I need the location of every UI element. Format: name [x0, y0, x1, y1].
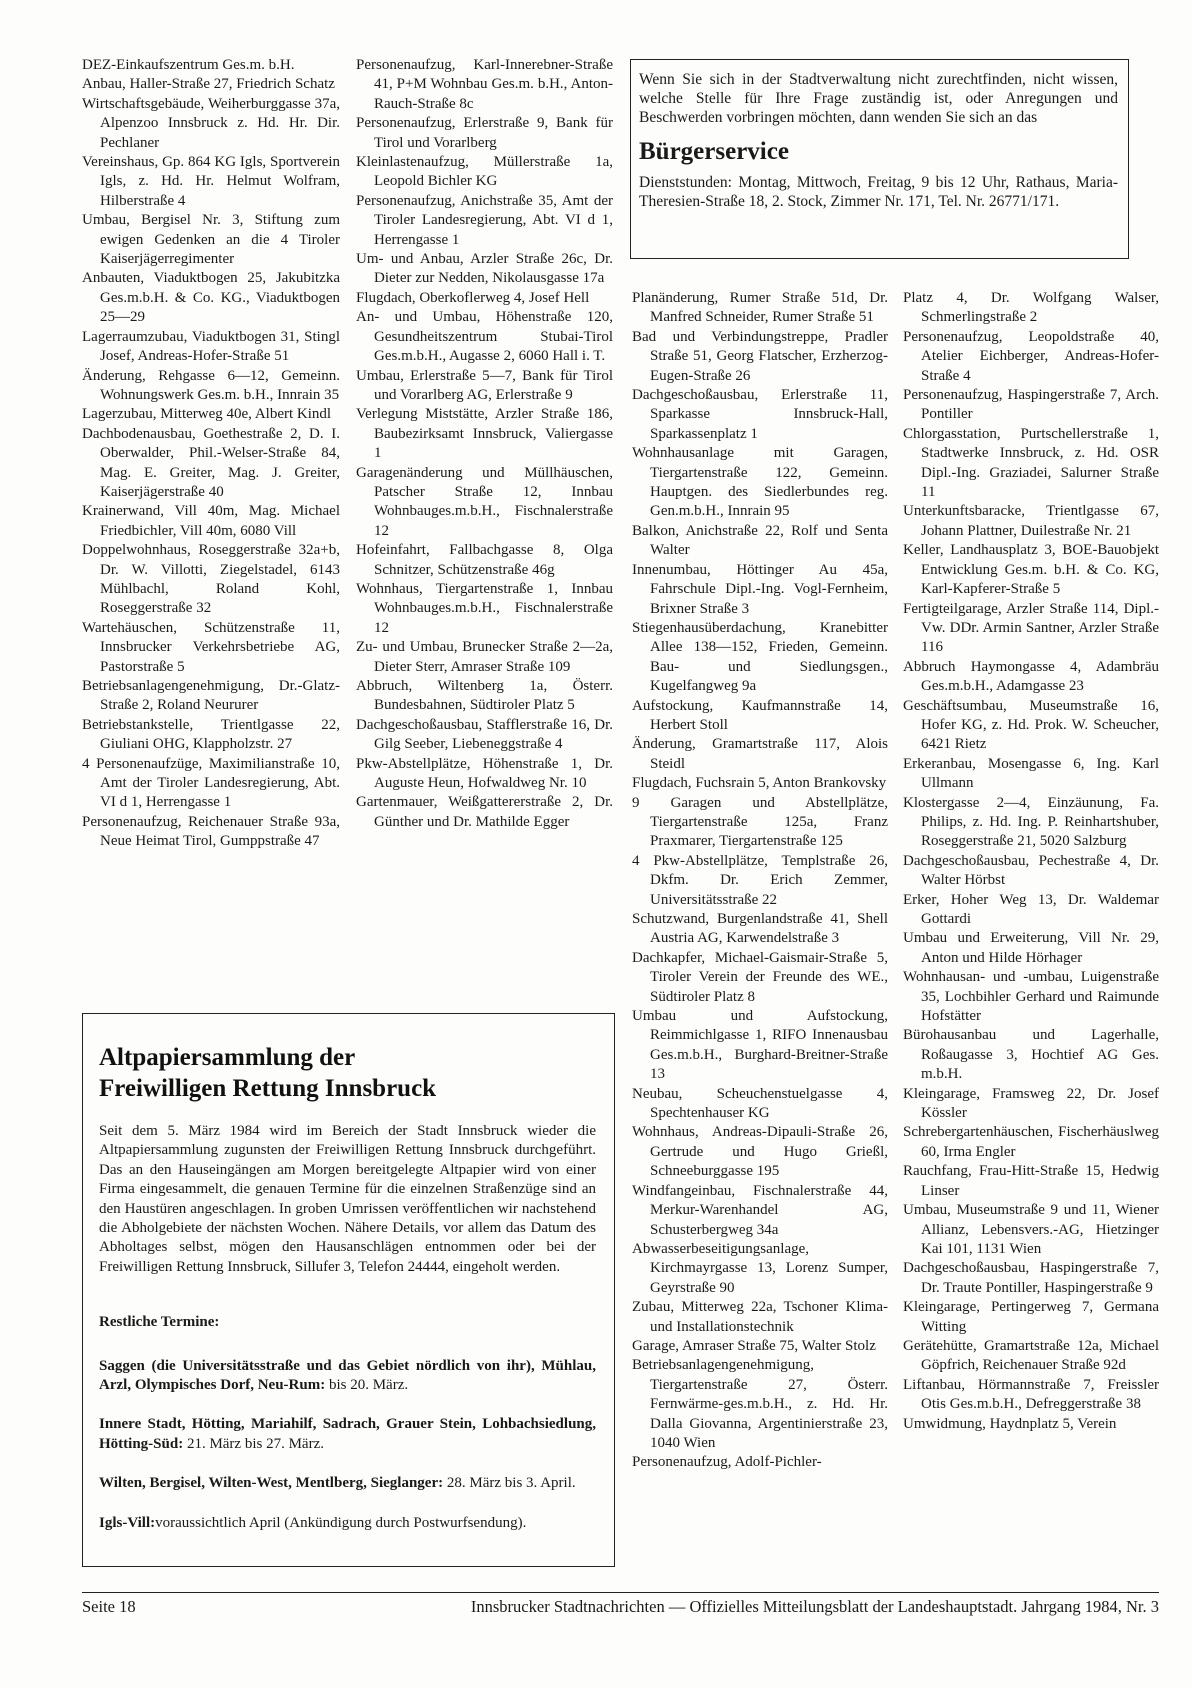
- list-item: 9 Garagen und Abstellplätze, Tiergartenstraße 125a, Franz Praxmarer, Tiergartenstraße 125: [632, 794, 888, 850]
- list-item: Änderung, Rehgasse 6—12, Gemeinn. Wohnungswerk Ges.m. b.H., Innrain 35: [82, 367, 340, 403]
- list-item: Dachgeschoßausbau, Erlerstraße 11, Sparkasse Innsbruck-Hall, Sparkassenplatz 1: [632, 387, 888, 442]
- list-item: Wartehäuschen, Schützenstraße 11, Innsbrucker Verkehrsbetriebe AG, Pastorstraße 5: [82, 619, 340, 675]
- list-item: Garage, Amraser Straße 75, Walter Stolz: [632, 1337, 876, 1354]
- list-item: Doppelwohnhaus, Roseggerstraße 32a+b, Dr. W. Villotti, Ziegelstadel, 6143 Mühlbachl, Roland Kohl, Roseggerstraße 32: [82, 542, 340, 617]
- list-item: Personenaufzug, Adolf-Pichler-: [632, 1454, 822, 1471]
- list-item: Personenaufzug, Erlerstraße 9, Bank für Tirol und Vorarlberg: [356, 115, 613, 151]
- buergerservice-title: Bürgerservice: [639, 138, 789, 165]
- list-item: Anbauten, Viaduktbogen 25, Jakubitzka Ges.m.b.H. & Co. KG., Viaduktbogen 25—29: [82, 270, 340, 326]
- list-item: Chlorgasstation, Purtschellerstraße 1, Stadtwerke Innsbruck, z. Hd. OSR Dipl.-Ing. Graziadei, Salurner Straße 11: [903, 425, 1159, 501]
- altpapier-body: Seit dem 5. März 1984 wird im Bereich der Stadt Innsbruck wieder die Altpapiersammlung zugunsten der Freiwilligen Rettung Innsbruck durchgeführt. Das an den Hauseingängen am Morgen bereitgelegte Altpapier wird von einer Firma eingesammelt, die genauen Termine für die einzelnen Straßenzüge sind an den Haustüren angeschlagen. In groben Umrissen veröffentlichen wir nachstehend die Abholgebiete der nächsten Wochen. Nähere Details, vor allem das Datum des Abholtages selbst, mögen den Hausanschlägen entnommen oder bei der Freiwilligen Rettung Innsbruck, Sillufer 3, Telefon 24444, eingeholt werden.: [99, 1123, 596, 1275]
- list-item: Personenaufzug, Haspingerstraße 7, Arch. Pontiller: [903, 387, 1159, 423]
- list-item: Betriebsanlagengenehmigung, Dr.-Glatz-Straße 2, Roland Neururer: [82, 678, 340, 714]
- list-item: Geschäftsumbau, Museumstraße 16, Hofer KG, z. Hd. Prok. W. Scheucher, 6421 Rietz: [903, 697, 1159, 753]
- list-item: Umbau, Erlerstraße 5—7, Bank für Tirol und Vorarlberg AG, Erlerstraße 9: [356, 367, 613, 403]
- list-item: Wohnhausanlage mit Garagen, Tiergartenstraße 122, Gemeinn. Hauptgen. des Siedlerbundes reg. Gen.m.b.H., Innrain 95: [632, 445, 888, 520]
- list-item: Liftanbau, Hörmannstraße 7, Freissler Otis Ges.m.b.H., Defreggerstraße 38: [903, 1376, 1159, 1413]
- list-item: Personenaufzug, Reichenauer Straße 93a, Neue Heimat Tirol, Gumppstraße 47: [82, 813, 340, 850]
- list-item: Vereinshaus, Gp. 864 KG Igls, Sportverein Igls, z. Hd. Hr. Helmut Wolfram, Hilberstraße 4: [82, 154, 340, 209]
- column-2: [356, 56, 613, 832]
- list-item: Betriebstankstelle, Trientlgasse 22, Giuliani OHG, Klappholzstr. 27: [82, 716, 340, 753]
- list-item: Erkeranbau, Mosengasse 6, Ing. Karl Ullmann: [903, 755, 1159, 792]
- list-item: Personenaufzug, Karl-Innerebner-Straße 41, P+M Wohnbau Ges.m. b.H., Anton-Rauch-Straße 8c: [356, 57, 613, 112]
- list-item: Schutzwand, Burgenlandstraße 41, Shell Austria AG, Karwendelstraße 3: [632, 911, 888, 947]
- list-item: Balkon, Anichstraße 22, Rolf und Senta Walter: [632, 522, 888, 559]
- list-item: Flugdach, Oberkoflerweg 4, Josef Hell: [356, 289, 590, 306]
- list-item: Umbau und Erweiterung, Vill Nr. 29, Anton und Hilde Hörhager: [903, 930, 1159, 966]
- list-item: Klostergasse 2—4, Einzäunung, Fa. Philips, z. Hd. Ing. P. Reinhartshuber, Roseggerstraße 21, 5020 Salzburg: [903, 794, 1159, 850]
- list-item: Platz 4, Dr. Wolfgang Walser, Schmerlingstraße 2: [903, 290, 1159, 326]
- list-item: Kleingarage, Framsweg 22, Dr. Josef Kössler: [903, 1085, 1159, 1122]
- term-date: 21. März bis 27. März.: [186, 1435, 324, 1452]
- publication-line: Innsbrucker Stadtnachrichten — Offizielles Mitteilungsblatt der Landeshauptstadt. Jahrgang 1984, Nr. 3: [470, 1597, 1159, 1616]
- altpapier-term: [99, 1415, 596, 1454]
- list-item: Erker, Hoher Weg 13, Dr. Waldemar Gottardi: [903, 891, 1159, 927]
- altpapier-title: [99, 1042, 596, 1104]
- list-item: Änderung, Gramartstraße 117, Alois Steidl: [632, 736, 888, 772]
- list-item: Neubau, Scheuchenstuelgasse 4, Spechtenhauser KG: [632, 1085, 888, 1122]
- altpapier-term: [99, 1474, 596, 1493]
- term-area: Saggen (die Universitätsstraße und das Gebiet nördlich von ihr), Mühlau, Arzl, Olympisches Dorf, Neu-Rum:: [99, 1357, 596, 1394]
- list-item: Kleingarage, Pertingerweg 7, Germana Witting: [903, 1299, 1159, 1335]
- column-4: [903, 289, 1159, 1434]
- term-date: bis 20. März.: [328, 1377, 409, 1394]
- altpapier-term: [99, 1357, 596, 1396]
- list-item: DEZ-Einkaufszentrum Ges.m. b.H.: [82, 57, 295, 73]
- list-item: 4 Pkw-Abstellplätze, Templstraße 26, Dkfm. Dr. Erich Zemmer, Universitätsstraße 22: [632, 852, 888, 908]
- list-item: Personenaufzug, Leopoldstraße 40, Atelier Eichberger, Andreas-Hofer-Straße 4: [903, 328, 1159, 384]
- list-item: Abbruch Haymongasse 4, Adambräu Ges.m.b.H., Adamgasse 23: [903, 658, 1159, 695]
- list-item: Zubau, Mitterweg 22a, Tschoner Klima- und Installationstechnik: [632, 1299, 888, 1335]
- list-item: Kleinlastenaufzug, Müllerstraße 1a, Leopold Bichler KG: [356, 154, 613, 190]
- list-item: Planänderung, Rumer Straße 51d, Dr. Manfred Schneider, Rumer Straße 51: [632, 290, 888, 326]
- list-item: Umbau, Bergisel Nr. 3, Stiftung zum ewigen Gedenken an die 4 Tiroler Kaiserjägerregimenter: [82, 212, 340, 268]
- term-date: 28. März bis 3. April.: [446, 1475, 576, 1492]
- list-item: Pkw-Abstellplätze, Höhenstraße 1, Dr. Auguste Heun, Hofwaldweg Nr. 10: [356, 755, 613, 792]
- list-item: Keller, Landhausplatz 3, BOE-Bauobjekt Entwicklung Ges.m. b.H. & Co. KG, Karl-Kapferer-Straße 5: [903, 542, 1159, 598]
- list-item: Gerätehütte, Gramartstraße 12a, Michael Göpfrich, Reichenauer Straße 92d: [903, 1337, 1159, 1374]
- list-item: Dachkapfer, Michael-Gaismair-Straße 5, Tiroler Verein der Freunde des WE., Südtiroler Platz 8: [632, 949, 888, 1005]
- list-item: Umbau, Museumstraße 9 und 11, Wiener Allianz, Lebensvers.-AG, Hietzinger Kai 101, 1131 Wien: [903, 1202, 1159, 1257]
- list-item: Stiegenhausüberdachung, Kranebitter Allee 138—152, Frieden, Gemeinn. Bau- und Siedlungsgen., Kugelfangweg 9a: [632, 619, 888, 695]
- term-area: Igls-Vill:: [99, 1514, 156, 1531]
- list-item: Dachgeschoßausbau, Pechestraße 4, Dr. Walter Hörbst: [903, 852, 1159, 889]
- list-item: Abwasserbeseitigungsanlage, Kirchmayrgasse 13, Lorenz Sumper, Geyrstraße 90: [632, 1240, 888, 1296]
- list-item: Wirtschaftsgebäude, Weiherburggasse 37a, Alpenzoo Innsbruck z. Hd. Hr. Dir. Pechlaner: [82, 95, 340, 151]
- column-3: [632, 289, 888, 1473]
- list-item: Aufstockung, Kaufmannstraße 14, Herbert Stoll: [632, 697, 888, 733]
- altpapier-title-line1: Altpapiersammlung der: [99, 1044, 356, 1071]
- term-area: Wilten, Bergisel, Wilten-West, Mentlberg, Sieglanger:: [99, 1475, 444, 1492]
- list-item: Garagenänderung und Müllhäuschen, Patscher Straße 12, Innbau Wohnbauges.m.b.H., Fischnalerstraße 12: [356, 464, 613, 539]
- altpapier-subheading: Restliche Termine:: [99, 1314, 220, 1331]
- page-footer: [82, 1597, 1159, 1617]
- list-item: Flugdach, Fuchsrain 5, Anton Brankovsky: [632, 775, 887, 792]
- list-item: Umbau und Aufstockung, Reimmichlgasse 1, RIFO Innenausbau Ges.m.b.H., Burghard-Breitner-Straße 13: [632, 1008, 888, 1083]
- list-item: Rauchfang, Frau-Hitt-Straße 15, Hedwig Linser: [903, 1163, 1159, 1199]
- buergerservice-box: [630, 59, 1129, 259]
- list-item: Bürohausanbau und Lagerhalle, Roßaugasse 3, Hochtief AG Ges. m.b.H.: [903, 1027, 1159, 1083]
- list-item: Gartenmauer, Weißgattererstraße 2, Dr. Günther und Dr. Mathilde Egger: [356, 794, 613, 830]
- list-item: Verlegung Miststätte, Arzler Straße 186, Baubezirksamt Innsbruck, Valiergasse 1: [356, 406, 613, 462]
- list-item: Fertigteilgarage, Arzler Straße 114, Dipl.-Vw. DDr. Armin Santner, Arzler Straße 116: [903, 600, 1159, 656]
- column-1: [82, 56, 340, 852]
- list-item: Zu- und Umbau, Brunecker Straße 2—2a, Dieter Sterr, Amraser Straße 109: [356, 639, 613, 675]
- list-item: Umwidmung, Haydnplatz 5, Verein: [903, 1415, 1117, 1432]
- list-item: Wohnhausan- und -umbau, Luigenstraße 35, Lochbihler Gerhard und Raimunde Hofstätter: [903, 969, 1159, 1025]
- list-item: Lagerraumzubau, Viaduktbogen 31, Stingl Josef, Andreas-Hofer-Straße 51: [82, 328, 340, 365]
- list-item: Innenumbau, Höttinger Au 45a, Fahrschule Dipl.-Ing. Vogl-Fernheim, Brixner Straße 3: [632, 561, 888, 617]
- altpapier-term: [99, 1514, 596, 1533]
- buergerservice-intro: Wenn Sie sich in der Stadtverwaltung nicht zurechtfinden, nicht wissen, welche Stelle für Ihre Frage zuständig ist, oder Anregungen und Beschwerden vorbringen möchten, dann wenden Sie sich an das: [639, 71, 1118, 126]
- term-area: Innere Stadt, Hötting, Mariahilf, Sadrach, Grauer Stein, Lohbachsiedlung, Hötting-Süd:: [99, 1416, 596, 1452]
- term-date: voraussichtlich April (Ankündigung durch Postwurfsendung).: [155, 1514, 527, 1531]
- list-item: Schrebergartenhäuschen, Fischerhäuslweg 60, Irma Engler: [903, 1124, 1159, 1160]
- list-item: Bad und Verbindungstreppe, Pradler Straße 51, Georg Flatscher, Erzherzog-Eugen-Straße 26: [632, 328, 888, 384]
- list-item: Dachgeschoßausbau, Haspingerstraße 7, Dr. Traute Pontiller, Haspingerstraße 9: [903, 1260, 1159, 1296]
- list-item: Unterkunftsbaracke, Trientlgasse 67, Johann Plattner, Duilestraße Nr. 21: [903, 503, 1159, 539]
- list-item: Wohnhaus, Andreas-Dipauli-Straße 26, Gertrude und Hugo Grießl, Schneeburggasse 195: [632, 1124, 888, 1180]
- list-item: Dachgeschoßausbau, Stafflerstraße 16, Dr. Gilg Seeber, Liebeneggstraße 4: [356, 716, 613, 753]
- list-item: Anbau, Haller-Straße 27, Friedrich Schatz: [82, 76, 335, 93]
- page-number: Seite 18: [82, 1597, 136, 1616]
- list-item: An- und Umbau, Höhenstraße 120, Gesundheitszentrum Stubai-Tirol Ges.m.b.H., Augasse 2, 6060 Hall i. T.: [356, 309, 613, 365]
- list-item: Abbruch, Wiltenberg 1a, Österr. Bundesbahnen, Südtiroler Platz 5: [356, 678, 613, 714]
- list-item: Personenaufzug, Anichstraße 35, Amt der Tiroler Landesregierung, Abt. VI d 1, Herrengasse 1: [356, 192, 613, 248]
- list-item: Dachbodenausbau, Goethestraße 2, D. I. Oberwalder, Phil.-Welser-Straße 84, Mag. E. Greiter, Mag. J. Greiter, Kaiserjägerstraße 40: [82, 425, 340, 500]
- altpapier-title-line2: Freiwilligen Rettung Innsbruck: [99, 1075, 437, 1102]
- list-item: Um- und Anbau, Arzler Straße 26c, Dr. Dieter zur Nedden, Nikolausgasse 17a: [356, 251, 613, 287]
- list-item: Windfangeinbau, Fischnalerstraße 44, Merkur-Warenhandel AG, Schusterbergweg 34a: [632, 1182, 888, 1238]
- list-item: 4 Personenaufzüge, Maximilianstraße 10, Amt der Tiroler Landesregierung, Abt. VI d 1, Herrengasse 1: [82, 755, 340, 811]
- list-item: Hofeinfahrt, Fallbachgasse 8, Olga Schnitzer, Schützenstraße 46g: [356, 542, 613, 578]
- footer-divider: [82, 1592, 1159, 1593]
- altpapier-box: [82, 1013, 615, 1567]
- buergerservice-hours: Dienststunden: Montag, Mittwoch, Freitag, 9 bis 12 Uhr, Rathaus, Maria-Theresien-Straße 18, 2. Stock, Zimmer Nr. 171, Tel. Nr. 26771/171.: [639, 174, 1118, 210]
- list-item: Krainerwand, Vill 40m, Mag. Michael Friedbichler, Vill 40m, 6080 Vill: [82, 503, 340, 539]
- list-item: Wohnhaus, Tiergartenstraße 1, Innbau Wohnbauges.m.b.H., Fischnalerstraße 12: [356, 580, 613, 636]
- list-item: Lagerzubau, Mitterweg 40e, Albert Kindl: [82, 406, 332, 423]
- list-item: Betriebsanlagengenehmigung, Tiergartenstraße 27, Österr. Fernwärme-ges.m.b.H., z. Hd. Hr. Dalla Giovanna, Argentinierstraße 23, 1040 Wien: [632, 1357, 888, 1451]
